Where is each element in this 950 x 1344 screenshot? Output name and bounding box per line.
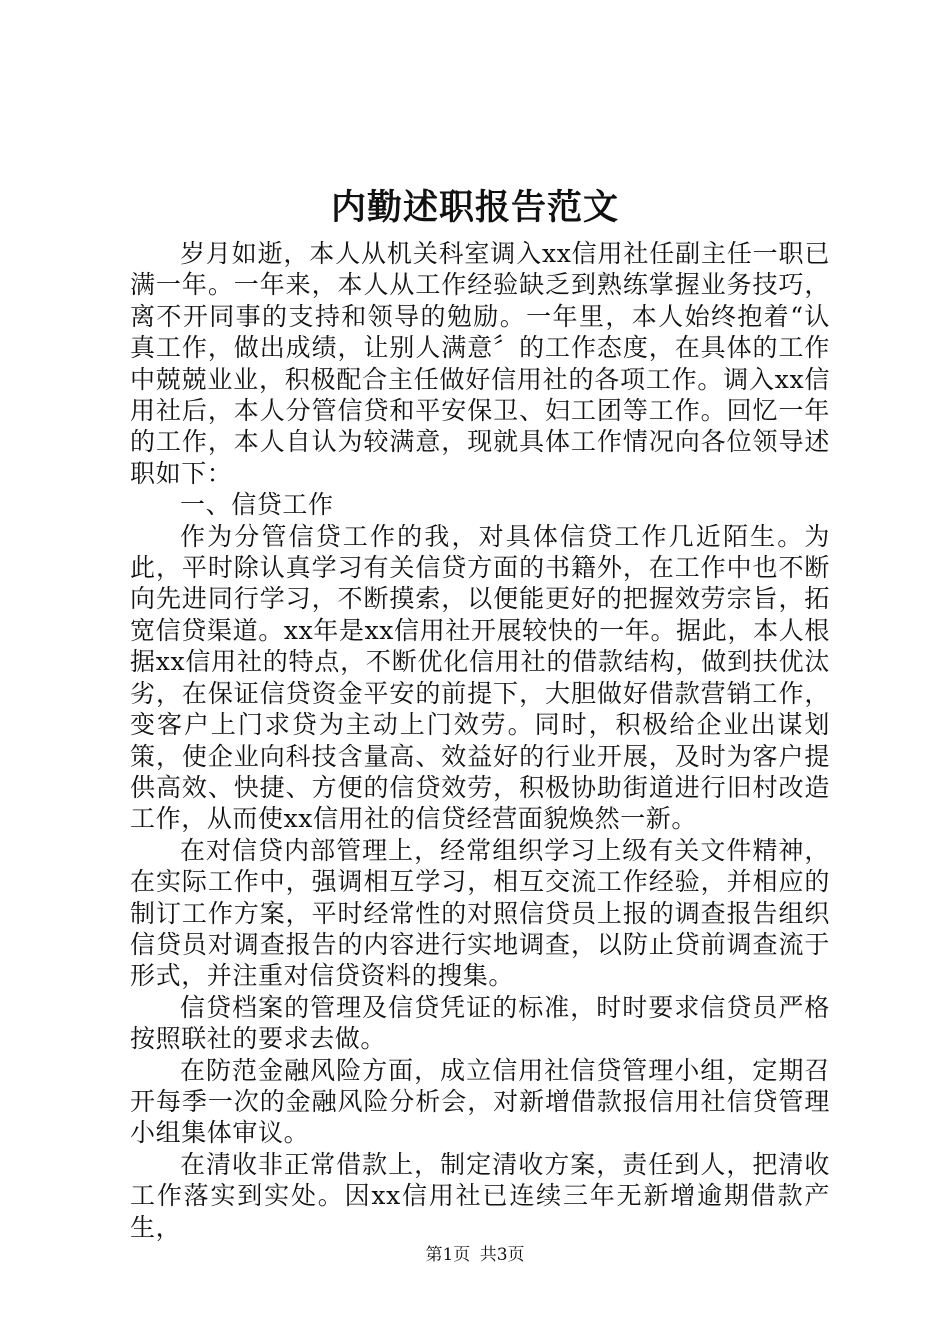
paragraph-risk-prevention: 在防范金融风险方面，成立信用社信贷管理小组，定期召开每季一次的金融风险分析会，对新增借款报信用社信贷管理小组集体审议。	[130, 1055, 830, 1148]
page-total: 共3页	[479, 1245, 525, 1265]
paragraph-loan-collection: 在清收非正常借款上，制定清收方案，责任到人，把清收工作落实到实处。因xx信用社已连续三年无新增逾期借款产生，	[130, 1149, 830, 1242]
paragraph-internal-management: 在对信贷内部管理上，经常组织学习上级有关文件精神，在实际工作中，强调相互学习，相互交流工作经验，并相应的制订工作方案，平时经常性的对照信贷员上报的调查报告组织信贷员对调查报告的内容进行实地调查，以防止贷前调查流于形式，并注重对信贷资料的搜集。	[130, 835, 830, 991]
document-title: 内勤述职报告范文	[330, 187, 619, 228]
page-footer	[0, 1243, 950, 1267]
section-heading-credit: 一、信贷工作	[180, 490, 334, 520]
paragraph-archives: 信贷档案的管理及信贷凭证的标准，时时要求信贷员严格按照联社的要求去做。	[130, 992, 830, 1054]
paragraph-intro: 岁月如逝，本人从机关科室调入xx信用社任副主任一职已满一年。一年来，本人从工作经验缺乏到熟练掌握业务技巧，离不开同事的支持和领导的勉励。一年里，本人始终抱着“认真工作，做出成绩，让别人满意〞的工作态度，在具体的工作中兢兢业业，积极配合主任做好信用社的各项工作。调入xx信用社后，本人分管信贷和平安保卫、妇工团等工作。回忆一年的工作，本人自认为较满意，现就具体工作情况向各位领导述职如下：	[130, 239, 830, 488]
paragraph-credit-work: 作为分管信贷工作的我，对具体信贷工作几近陌生。为此，平时除认真学习有关信贷方面的书籍外，在工作中也不断向先进同行学习，不断摸索，以便能更好的把握效劳宗旨，拓宽信贷渠道。xx年是xx信用社开展较快的一年。据此，本人根据xx信用社的特点，不断优化信用社的借款结构，做到扶优汰劣，在保证信贷资金平安的前提下，大胆做好借款营销工作，变客户上门求贷为主动上门效劳。同时，积极给企业出谋划策，使企业向科技含量高、效益好的行业开展，及时为客户提供高效、快捷、方便的信贷效劳，积极协助街道进行旧村改造工作，从而使xx信用社的信贷经营面貌焕然一新。	[130, 521, 830, 834]
page-number: 第1页	[425, 1245, 471, 1265]
document-body	[130, 238, 830, 1243]
